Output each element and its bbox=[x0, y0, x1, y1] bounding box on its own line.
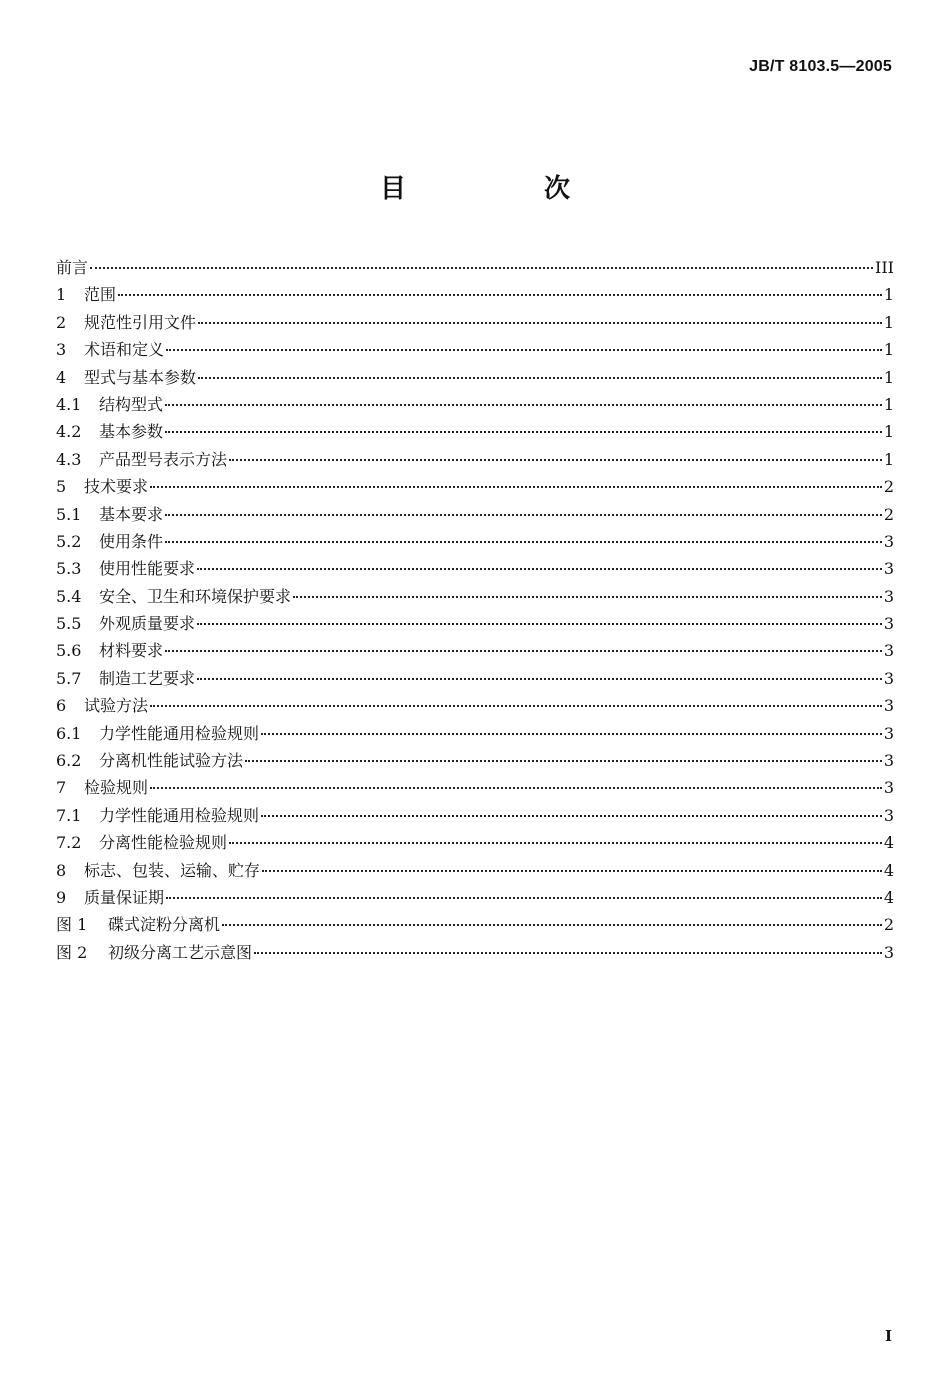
toc-entry-6[interactable] bbox=[56, 692, 894, 719]
toc-entry-page: 3 bbox=[883, 668, 894, 688]
toc-entry-page: III bbox=[875, 258, 894, 277]
toc-entry-label: 产品型号表示方法 bbox=[99, 449, 228, 469]
toc-entry-number: 4 bbox=[56, 367, 67, 387]
toc-entry-label: 材料要求 bbox=[99, 641, 164, 661]
leader-dots bbox=[150, 786, 882, 789]
leader-dots bbox=[198, 376, 882, 379]
leader-dots bbox=[261, 814, 882, 817]
toc-entry-number: 图 2 bbox=[56, 942, 88, 962]
toc-entry-label: 技术要求 bbox=[84, 477, 149, 497]
leader-dots bbox=[222, 923, 882, 926]
toc-entry-page: 1 bbox=[883, 340, 894, 360]
toc-entry-number: 5.1 bbox=[56, 504, 82, 524]
toc-entry-number: 2 bbox=[56, 312, 67, 332]
toc-entry-label: 力学性能通用检验规则 bbox=[99, 723, 260, 743]
toc-entry-page: 3 bbox=[883, 559, 894, 579]
toc-entry-page: 3 bbox=[883, 751, 894, 771]
toc-entry-number: 5.5 bbox=[56, 614, 82, 634]
leader-dots bbox=[197, 567, 882, 570]
toc-entry-number: 9 bbox=[56, 887, 67, 907]
leader-dots bbox=[118, 293, 882, 296]
toc-entry-number: 4.1 bbox=[56, 394, 82, 414]
toc-entry-figure-1[interactable] bbox=[56, 911, 894, 938]
toc-entry-5-4[interactable] bbox=[56, 583, 894, 610]
leader-dots bbox=[262, 869, 882, 872]
toc-entry-label: 质量保证期 bbox=[84, 887, 165, 907]
toc-entry-number: 4.2 bbox=[56, 422, 82, 442]
leader-dots bbox=[198, 321, 882, 324]
toc-entry-number: 3 bbox=[56, 340, 67, 360]
leader-dots bbox=[245, 759, 882, 762]
toc-entry-number: 5.6 bbox=[56, 641, 82, 661]
toc-entry-page: 3 bbox=[883, 586, 894, 606]
toc-entry-number: 7.2 bbox=[56, 833, 82, 853]
toc-entry-label: 试验方法 bbox=[84, 696, 149, 716]
toc-entry-3[interactable] bbox=[56, 336, 894, 363]
leader-dots bbox=[229, 841, 882, 844]
toc-entry-5-5[interactable] bbox=[56, 610, 894, 637]
toc-entry-number: 5.3 bbox=[56, 559, 82, 579]
toc-entry-label: 基本参数 bbox=[99, 422, 164, 442]
toc-entry-page: 3 bbox=[883, 696, 894, 716]
toc-entry-label: 外观质量要求 bbox=[99, 614, 196, 634]
toc-entry-8[interactable] bbox=[56, 857, 894, 884]
toc-entry-page: 3 bbox=[883, 805, 894, 825]
toc-entry-page: 1 bbox=[883, 449, 894, 469]
toc-entry-label: 使用性能要求 bbox=[99, 559, 196, 579]
page-number: I bbox=[884, 1327, 892, 1345]
leader-dots bbox=[165, 649, 882, 652]
toc-entry-label: 规范性引用文件 bbox=[84, 312, 197, 332]
toc-entry-label: 制造工艺要求 bbox=[99, 668, 196, 688]
toc-entry-4[interactable] bbox=[56, 364, 894, 391]
toc-entry-label: 分离机性能试验方法 bbox=[99, 751, 244, 771]
leader-dots bbox=[293, 595, 882, 598]
toc-entry-label: 基本要求 bbox=[99, 504, 164, 524]
toc-entry-label: 初级分离工艺示意图 bbox=[108, 942, 253, 962]
toc-entry-4-1[interactable] bbox=[56, 391, 894, 418]
toc-entry-5-3[interactable] bbox=[56, 555, 894, 582]
toc-entry-foreword[interactable] bbox=[56, 254, 894, 281]
toc-entry-5-2[interactable] bbox=[56, 528, 894, 555]
toc-entry-4-2[interactable] bbox=[56, 418, 894, 445]
toc-entry-page: 1 bbox=[883, 312, 894, 332]
toc-entry-label: 标志、包装、运输、贮存 bbox=[84, 860, 261, 880]
toc-entry-page: 4 bbox=[883, 833, 894, 853]
toc-entry-page: 1 bbox=[883, 422, 894, 442]
toc-entry-number: 5.2 bbox=[56, 531, 82, 551]
toc-entry-7-1[interactable] bbox=[56, 802, 894, 829]
toc-entry-page: 3 bbox=[883, 531, 894, 551]
leader-dots bbox=[165, 430, 882, 433]
leader-dots bbox=[150, 485, 882, 488]
toc-entry-number: 6 bbox=[56, 696, 67, 716]
toc-entry-5[interactable] bbox=[56, 473, 894, 500]
toc-entry-number: 7 bbox=[56, 778, 67, 798]
toc-entry-5-1[interactable] bbox=[56, 501, 894, 528]
toc-entry-number: 7.1 bbox=[56, 805, 82, 825]
leader-dots bbox=[90, 266, 873, 269]
toc-entry-label: 碟式淀粉分离机 bbox=[108, 915, 221, 935]
toc-entry-9[interactable] bbox=[56, 884, 894, 911]
toc-entry-page: 2 bbox=[883, 504, 894, 524]
toc-entry-page: 2 bbox=[883, 477, 894, 497]
toc-entry-6-2[interactable] bbox=[56, 747, 894, 774]
toc-entry-figure-2[interactable] bbox=[56, 939, 894, 966]
toc-entry-label: 结构型式 bbox=[99, 394, 164, 414]
toc-entry-label: 安全、卫生和环境保护要求 bbox=[99, 586, 292, 606]
toc-entry-label: 力学性能通用检验规则 bbox=[99, 805, 260, 825]
toc-entry-page: 3 bbox=[883, 641, 894, 661]
toc-entry-label: 范围 bbox=[84, 285, 117, 305]
toc-entry-page: 3 bbox=[883, 942, 894, 962]
toc-entry-7-2[interactable] bbox=[56, 829, 894, 856]
toc-entry-page: 3 bbox=[883, 723, 894, 743]
leader-dots bbox=[229, 458, 882, 461]
toc-entry-number: 6.2 bbox=[56, 751, 82, 771]
leader-dots bbox=[165, 540, 882, 543]
leader-dots bbox=[166, 896, 882, 899]
toc-entry-number: 5 bbox=[56, 477, 67, 497]
toc-entry-1[interactable] bbox=[56, 281, 894, 308]
toc-entry-2[interactable] bbox=[56, 309, 894, 336]
toc-entry-page: 1 bbox=[883, 394, 894, 414]
toc-entry-label: 检验规则 bbox=[84, 778, 149, 798]
toc-entry-page: 2 bbox=[883, 915, 894, 935]
toc-entry-label: 使用条件 bbox=[99, 531, 164, 551]
toc-entry-label: 前言 bbox=[56, 258, 89, 277]
toc-entry-label: 分离性能检验规则 bbox=[99, 833, 228, 853]
toc-entry-label: 型式与基本参数 bbox=[84, 367, 197, 387]
toc-entry-page: 4 bbox=[883, 887, 894, 907]
toc-entry-5-6[interactable] bbox=[56, 637, 894, 664]
toc-entry-page: 1 bbox=[883, 285, 894, 305]
leader-dots bbox=[166, 348, 882, 351]
toc-entry-page: 3 bbox=[883, 778, 894, 798]
toc-entry-7[interactable] bbox=[56, 774, 894, 801]
toc-entry-label: 术语和定义 bbox=[84, 340, 165, 360]
toc-entry-number: 图 1 bbox=[56, 915, 88, 935]
toc-entry-number: 6.1 bbox=[56, 723, 82, 743]
toc-entry-page: 4 bbox=[883, 860, 894, 880]
toc-entry-number: 1 bbox=[56, 285, 67, 305]
toc-entry-number: 8 bbox=[56, 860, 67, 880]
toc-entry-page: 1 bbox=[883, 367, 894, 387]
toc-entry-number: 5.7 bbox=[56, 668, 82, 688]
leader-dots bbox=[261, 732, 882, 735]
page-title: 目 次 bbox=[379, 174, 626, 204]
toc-entry-number: 4.3 bbox=[56, 449, 82, 469]
leader-dots bbox=[197, 622, 882, 625]
leader-dots bbox=[165, 513, 882, 516]
leader-dots bbox=[197, 677, 882, 680]
leader-dots bbox=[150, 704, 882, 707]
standard-code: JB/T 8103.5—2005 bbox=[749, 58, 892, 75]
toc-entry-5-7[interactable] bbox=[56, 665, 894, 692]
toc-entry-4-3[interactable] bbox=[56, 446, 894, 473]
toc-entry-page: 3 bbox=[883, 614, 894, 634]
leader-dots bbox=[254, 951, 882, 954]
leader-dots bbox=[165, 403, 882, 406]
toc-entry-6-1[interactable] bbox=[56, 720, 894, 747]
toc-entry-number: 5.4 bbox=[56, 586, 82, 606]
table-of-contents bbox=[56, 254, 894, 966]
